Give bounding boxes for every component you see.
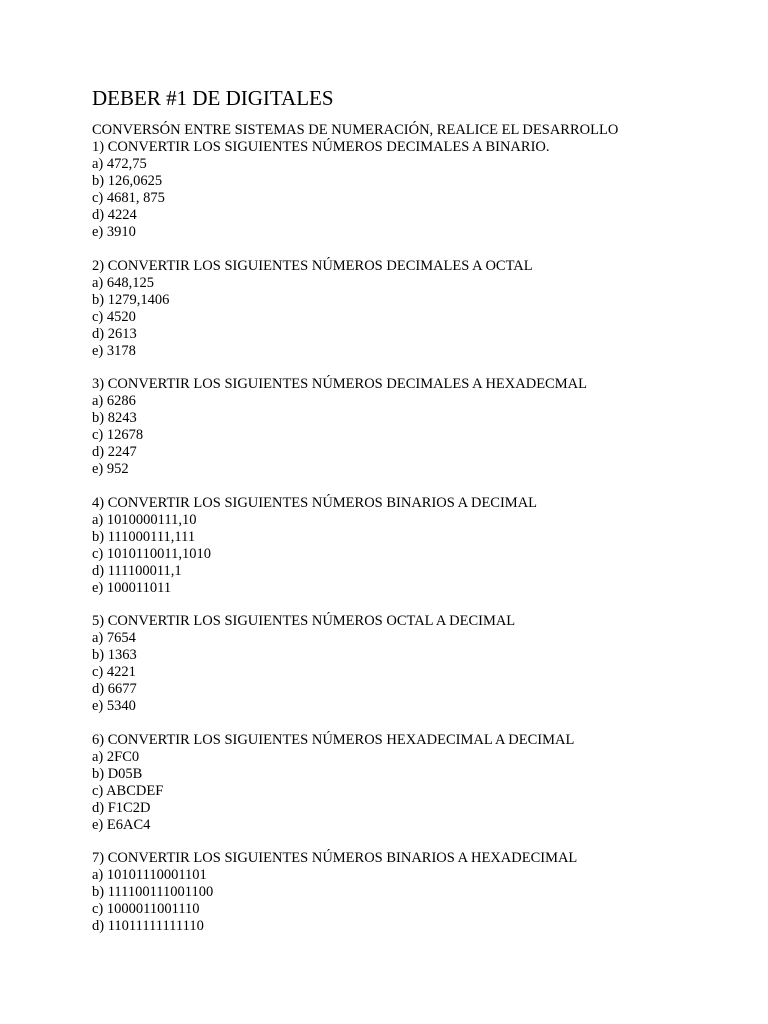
- exercise-item: e) 3910: [92, 224, 136, 240]
- exercise-section-3: [92, 376, 732, 478]
- page-title: DEBER #1 DE DIGITALES: [92, 86, 334, 110]
- exercise-section-7: [92, 850, 732, 935]
- exercise-item: c) 4520: [92, 308, 136, 325]
- exercise-item: a) 648,125: [92, 274, 155, 291]
- exercise-heading: 3) CONVERTIR LOS SIGUIENTES NÚMEROS DECIMALES A HEXADECMAL: [92, 376, 587, 392]
- exercise-item: c) 12678: [92, 427, 144, 443]
- exercise-item: a) 6286: [92, 393, 136, 409]
- exercise-item: a) 472,75: [92, 156, 147, 172]
- exercise-item: c) 1000011001110: [92, 901, 200, 917]
- exercise-item: d) 4224: [92, 207, 137, 223]
- exercise-heading: 2) CONVERTIR LOS SIGUIENTES NÚMEROS DECIMALES A OCTAL: [92, 257, 533, 274]
- exercise-item: b) 1363: [92, 647, 137, 663]
- exercise-item: d) 2247: [92, 444, 137, 460]
- exercise-section-4: [92, 495, 732, 597]
- exercise-item: c) 4221: [92, 664, 136, 680]
- exercise-item: d) F1C2D: [92, 799, 151, 816]
- exercise-item: b) 111000111,111: [92, 528, 196, 545]
- exercise-item: a) 7654: [92, 630, 136, 646]
- exercise-section-6: [92, 732, 732, 834]
- exercise-heading: 7) CONVERTIR LOS SIGUIENTES NÚMEROS BINARIOS A HEXADECIMAL: [92, 850, 578, 866]
- exercise-heading: 1) CONVERTIR LOS SIGUIENTES NÚMEROS DECIMALES A BINARIO.: [92, 139, 550, 155]
- exercise-item: b) 1279,1406: [92, 291, 170, 308]
- exercise-item: e) 3178: [92, 342, 136, 359]
- document-page: [92, 86, 732, 952]
- exercise-item: a) 10101110001101: [92, 867, 207, 883]
- exercise-heading: 5) CONVERTIR LOS SIGUIENTES NÚMEROS OCTAL A DECIMAL: [92, 613, 516, 629]
- exercise-item: c) 4681, 875: [92, 190, 165, 206]
- exercise-item: e) 5340: [92, 698, 136, 714]
- exercise-item: b) 126,0625: [92, 173, 163, 189]
- exercise-heading: 4) CONVERTIR LOS SIGUIENTES NÚMEROS BINARIOS A DECIMAL: [92, 494, 538, 511]
- exercise-item: b) D05B: [92, 765, 143, 782]
- exercise-item: a) 2FC0: [92, 748, 140, 765]
- exercise-item: d) 2613: [92, 325, 137, 342]
- exercise-item: a) 1010000111,10: [92, 511, 197, 528]
- exercise-list: [92, 139, 732, 935]
- exercise-item: c) 1010110011,1010: [92, 545, 211, 562]
- exercise-item: e) E6AC4: [92, 816, 151, 833]
- exercise-item: c) ABCDEF: [92, 782, 164, 799]
- exercise-section-2: [92, 258, 732, 360]
- exercise-item: e) 100011011: [92, 579, 172, 596]
- exercise-item: b) 8243: [92, 410, 137, 426]
- exercise-item: e) 952: [92, 461, 129, 477]
- instructions: CONVERSÓN ENTRE SISTEMAS DE NUMERACIÓN, REALICE EL DESARROLLO: [92, 122, 619, 138]
- exercise-heading: 6) CONVERTIR LOS SIGUIENTES NÚMEROS HEXADECIMAL A DECIMAL: [92, 731, 575, 748]
- exercise-item: d) 11011111111110: [92, 918, 204, 934]
- exercise-item: d) 6677: [92, 681, 137, 697]
- exercise-item: b) 111100111001100: [92, 884, 214, 900]
- exercise-item: d) 111100011,1: [92, 562, 182, 579]
- exercise-section-5: [92, 613, 732, 715]
- exercise-section-1: [92, 139, 732, 241]
